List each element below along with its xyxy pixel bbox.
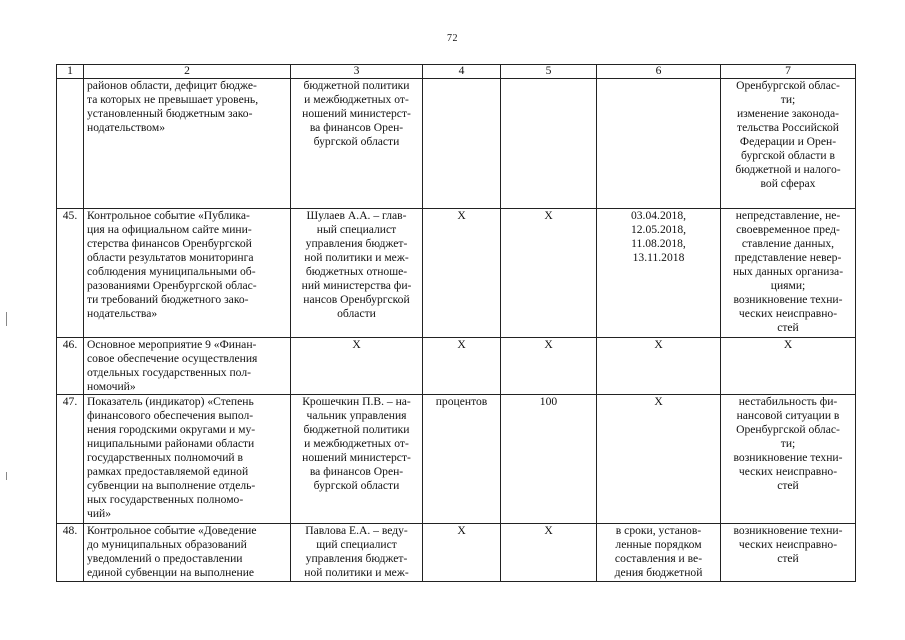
measure-name: Основное мероприятие 9 «Финан- совое обеспечение осуществления отдельных государственных пол- номочий» — [84, 338, 291, 395]
responsible-person: Шулаев А.А. – глав- ный специалист управления бюджет- ной политики и меж- бюджетных отноше- ний министерства фи- нансов Оренбургской области — [291, 209, 423, 338]
column-number: 7 — [721, 65, 856, 79]
row-number: 47. — [57, 395, 84, 524]
risk-cell: возникновение техни- ческих неисправно- стей — [721, 524, 856, 582]
measure-name: Контрольное событие «Доведение до муниципальных образований уведомлений о предоставлении единой субвенции на выполнение — [84, 524, 291, 582]
column-number-row — [57, 65, 856, 79]
responsible-person: бюджетной политики и межбюджетных от- ношений министерст- ва финансов Орен- бургской области — [291, 79, 423, 209]
program-table — [56, 64, 856, 582]
table-row — [57, 79, 856, 209]
value-cell — [501, 79, 597, 209]
date-cell: в сроки, установ- ленные порядком составления и ве- дения бюджетной — [597, 524, 721, 582]
risk-cell: нестабильность фи- нансовой ситуации в Оренбургской облас- ти; возникновение техни- ческих неисправно- стей — [721, 395, 856, 524]
scan-edge-mark — [6, 472, 7, 480]
table-row — [57, 338, 856, 395]
column-number: 3 — [291, 65, 423, 79]
scan-edge-mark — [6, 312, 7, 326]
value-cell: 100 — [501, 395, 597, 524]
responsible-person: Павлова Е.А. – веду- щий специалист управления бюджет- ной политики и меж- — [291, 524, 423, 582]
unit-cell — [423, 79, 501, 209]
column-number: 6 — [597, 65, 721, 79]
page-number: 72 — [447, 33, 458, 44]
measure-name: Контрольное событие «Публика- ция на официальном сайте мини- стерства финансов Оренбургской области результатов мониторинга соблюдения муниципальными об- разованиями Оренбургской облас- ти требований бюджетного зако- нодательства» — [84, 209, 291, 338]
row-number: 46. — [57, 338, 84, 395]
unit-cell: Х — [423, 338, 501, 395]
date-cell — [597, 79, 721, 209]
table-row — [57, 395, 856, 524]
table-row — [57, 524, 856, 582]
measure-name: районов области, дефицит бюдже- та которых не превышает уровень, установленный бюджетным зако- нодательством» — [84, 79, 291, 209]
row-number — [57, 79, 84, 209]
date-cell: 03.04.2018, 12.05.2018, 11.08.2018, 13.11.2018 — [597, 209, 721, 338]
date-cell: Х — [597, 395, 721, 524]
value-cell: Х — [501, 209, 597, 338]
column-number: 2 — [84, 65, 291, 79]
unit-cell: Х — [423, 524, 501, 582]
value-cell: Х — [501, 338, 597, 395]
unit-cell: Х — [423, 209, 501, 338]
date-cell: Х — [597, 338, 721, 395]
risk-cell: Оренбургской облас- ти; изменение законода- тельства Российской Федерации и Орен- бургской области в бюджетной и налого- вой сферах — [721, 79, 856, 209]
row-number: 48. — [57, 524, 84, 582]
column-number: 1 — [57, 65, 84, 79]
measure-name: Показатель (индикатор) «Степень финансового обеспечения выпол- нения городскими округами и му- ниципальными районами области государственных полномочий в рамках предоставляемой единой субвенции на выполнение отдель- ных государственных полномо- чий» — [84, 395, 291, 524]
unit-cell: процентов — [423, 395, 501, 524]
row-number: 45. — [57, 209, 84, 338]
value-cell: Х — [501, 524, 597, 582]
responsible-person: Х — [291, 338, 423, 395]
responsible-person: Крошечкин П.В. – на- чальник управления бюджетной политики и межбюджетных от- ношений министерст- ва финансов Орен- бургской области — [291, 395, 423, 524]
column-number: 4 — [423, 65, 501, 79]
risk-cell: Х — [721, 338, 856, 395]
column-number: 5 — [501, 65, 597, 79]
risk-cell: непредставление, не- своевременное пред- ставление данных, представление невер- ных данных организа- циями; возникновение техни- ческих неисправно- стей — [721, 209, 856, 338]
table-row — [57, 209, 856, 338]
